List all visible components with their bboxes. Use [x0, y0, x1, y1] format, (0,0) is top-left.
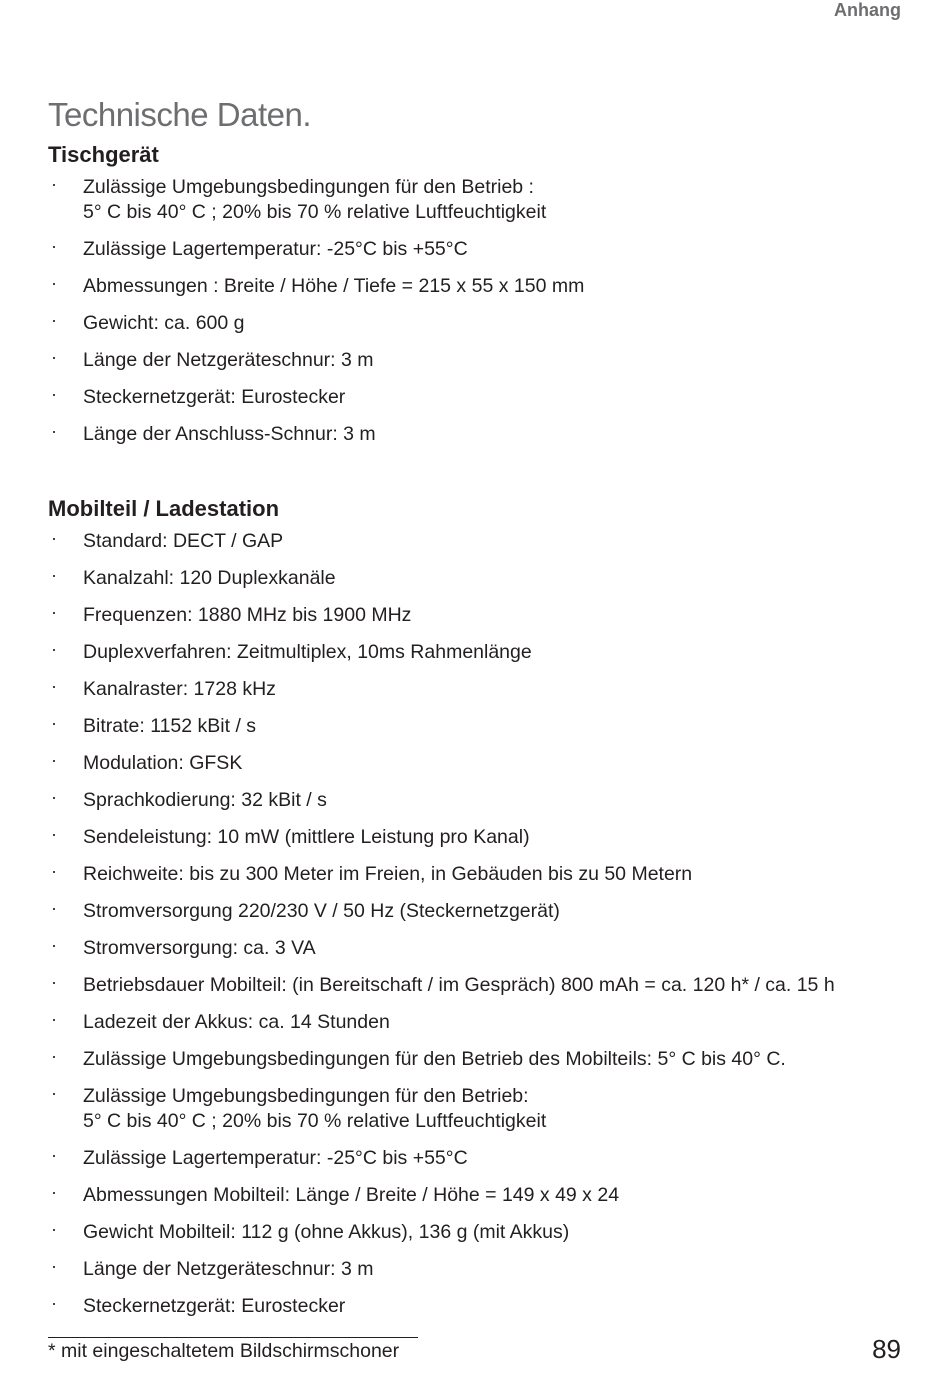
spec-item-text: Modulation: GFSK: [83, 752, 243, 774]
spec-item-text: Gewicht Mobilteil: 112 g (ohne Akkus), 136 g (mit Akkus): [83, 1220, 570, 1243]
spec-item-text: Steckernetzgerät: Eurostecker: [83, 385, 346, 408]
bullet-icon: ·: [51, 972, 57, 992]
spec-item: [48, 714, 918, 739]
spec-item: [48, 899, 918, 924]
bullet-icon: ·: [51, 898, 57, 918]
spec-item-text: Sendeleistung: 10 mW (mittlere Leistung pro Kanal): [83, 826, 530, 848]
bullet-icon: ·: [51, 935, 57, 955]
spec-item: [48, 529, 918, 554]
spec-item-text: Zulässige Umgebungsbedingungen für den Betrieb:: [83, 1085, 529, 1107]
bullet-icon: ·: [51, 309, 57, 330]
spec-item-text: Sprachkodierung: 32 kBit / s: [83, 789, 327, 811]
bullet-icon: ·: [51, 1218, 57, 1239]
spec-item: [48, 1257, 918, 1282]
spec-item-text: Länge der Netzgeräteschnur: 3 m: [83, 1257, 374, 1280]
bullet-icon: ·: [51, 861, 57, 881]
bullet-icon: ·: [51, 1292, 57, 1313]
bullet-icon: ·: [51, 602, 57, 622]
spec-item-text: Reichweite: bis zu 300 Meter im Freien, in Gebäuden bis zu 50 Metern: [83, 863, 693, 885]
bullet-icon: ·: [51, 1083, 57, 1103]
spec-item: [48, 788, 918, 813]
spec-item: [48, 973, 918, 998]
spec-item-text: 5° C bis 40° C ; 20% bis 70 % relative Luftfeuchtigkeit: [83, 200, 547, 223]
spec-item: [48, 1220, 918, 1245]
spec-item-text: Abmessungen : Breite / Höhe / Tiefe = 215 x 55 x 150 mm: [83, 274, 585, 297]
section-heading-mobilteil: Mobilteil / Ladestation: [48, 496, 280, 521]
spec-item-text: Betriebsdauer Mobilteil: (in Bereitschaft / im Gespräch) 800 mAh = ca. 120 h* / ca. 15 h: [83, 974, 835, 996]
section-tag: Anhang: [834, 0, 901, 20]
spec-list-tischgeraet: [48, 175, 918, 459]
spec-item: [48, 862, 918, 887]
spec-item: [48, 1183, 918, 1208]
bullet-icon: ·: [51, 383, 57, 404]
spec-item-text: Ladezeit der Akkus: ca. 14 Stunden: [83, 1011, 390, 1033]
spec-item-text: Abmessungen Mobilteil: Länge / Breite / Höhe = 149 x 49 x 24: [83, 1183, 620, 1206]
spec-item: [48, 1146, 918, 1171]
bullet-icon: ·: [51, 787, 57, 807]
spec-item-text: Standard: DECT / GAP: [83, 530, 284, 552]
spec-item-text: Steckernetzgerät: Eurostecker: [83, 1294, 346, 1317]
page-number: 89: [872, 1334, 901, 1364]
bullet-icon: ·: [51, 1181, 57, 1202]
bullet-icon: ·: [51, 1046, 57, 1066]
bullet-icon: ·: [51, 676, 57, 696]
bullet-icon: ·: [51, 174, 57, 194]
spec-item: [48, 825, 918, 850]
footnote-divider: [48, 1337, 418, 1338]
spec-item-text: Zulässige Umgebungsbedingungen für den Betrieb :: [83, 176, 534, 198]
bullet-icon: ·: [51, 1255, 57, 1276]
bullet-icon: ·: [51, 824, 57, 844]
spec-item-text: Stromversorgung: ca. 3 VA: [83, 937, 316, 959]
spec-item-text: Duplexverfahren: Zeitmultiplex, 10ms Rahmenlänge: [83, 641, 532, 663]
spec-item: [48, 1047, 918, 1072]
bullet-icon: ·: [51, 528, 57, 548]
spec-item-text: 5° C bis 40° C ; 20% bis 70 % relative Luftfeuchtigkeit: [83, 1109, 547, 1132]
bullet-icon: ·: [51, 750, 57, 770]
spec-item-text: Zulässige Umgebungsbedingungen für den Betrieb des Mobilteils: 5° C bis 40° C.: [83, 1048, 786, 1070]
footnote: * mit eingeschaltetem Bildschirmschoner: [48, 1340, 400, 1362]
spec-item: [48, 385, 918, 410]
spec-item-text: Frequenzen: 1880 MHz bis 1900 MHz: [83, 604, 412, 626]
spec-item: [48, 348, 918, 373]
spec-item-text: Bitrate: 1152 kBit / s: [83, 715, 257, 737]
spec-item: [48, 1084, 918, 1133]
spec-item-text: Länge der Anschluss-Schnur: 3 m: [83, 422, 376, 445]
bullet-icon: ·: [51, 713, 57, 733]
spec-item: [48, 311, 918, 336]
bullet-icon: ·: [51, 639, 57, 659]
bullet-icon: ·: [51, 1009, 57, 1029]
spec-item: [48, 237, 918, 262]
spec-item: [48, 274, 918, 299]
spec-item: [48, 640, 918, 665]
spec-list-mobilteil: [48, 529, 918, 1331]
bullet-icon: ·: [51, 346, 57, 367]
section-heading-tischgeraet: Tischgerät: [48, 142, 159, 167]
spec-item-text: Kanalzahl: 120 Duplexkanäle: [83, 567, 336, 589]
spec-item: [48, 751, 918, 776]
spec-item-text: Gewicht: ca. 600 g: [83, 311, 245, 334]
spec-item: [48, 603, 918, 628]
spec-item-text: Kanalraster: 1728 kHz: [83, 678, 276, 700]
spec-item: [48, 566, 918, 591]
spec-item-text: Zulässige Lagertemperatur: -25°C bis +55°C: [83, 237, 468, 260]
spec-item: [48, 1010, 918, 1035]
spec-item: [48, 677, 918, 702]
spec-item-text: Stromversorgung 220/230 V / 50 Hz (Steckernetzgerät): [83, 900, 560, 922]
spec-item: [48, 422, 918, 447]
page-title: Technische Daten.: [48, 96, 311, 134]
spec-item: [48, 936, 918, 961]
spec-item-text: Zulässige Lagertemperatur: -25°C bis +55°C: [83, 1146, 468, 1169]
bullet-icon: ·: [51, 272, 57, 293]
bullet-icon: ·: [51, 420, 57, 441]
bullet-icon: ·: [51, 1144, 57, 1165]
spec-item: [48, 175, 918, 224]
spec-item: [48, 1294, 918, 1319]
bullet-icon: ·: [51, 235, 57, 256]
spec-item-text: Länge der Netzgeräteschnur: 3 m: [83, 348, 374, 371]
bullet-icon: ·: [51, 565, 57, 585]
